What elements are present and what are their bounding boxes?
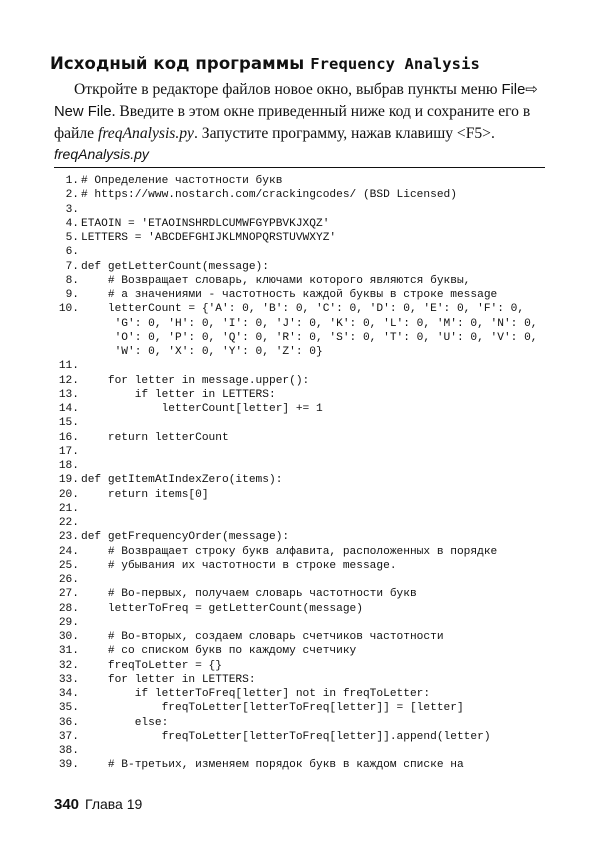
line-code: freqToLetter[letterToFreq[letter]] = [letter] [81,702,464,715]
code-line [54,416,554,430]
line-number: 28. [58,602,79,615]
intro-text-2: . Введите в этом окне приведенный ниже код и сохраните его в файле [54,103,531,142]
code-line [54,730,554,744]
line-number: 20. [58,488,79,501]
line-number: 8. [65,274,79,287]
line-code: # убывания их частотности в строке message. [81,559,397,572]
line-number: 2. [65,189,79,202]
code-line [54,630,554,644]
line-number: 22. [58,517,79,529]
page-number: 340 [54,796,80,813]
line-number: 15. [58,417,79,430]
line-number: 16. [58,431,79,444]
heading-program-name: Frequency Analysis [310,55,480,73]
line-code: if letter in LETTERS: [81,388,276,401]
line-number: 39. [58,759,79,772]
line-number: 35. [58,702,79,715]
line-number: 37. [58,730,79,743]
line-number: 7. [65,260,79,273]
code-line [54,473,554,487]
chapter-label: Глава 19 [85,796,143,812]
line-number: 13. [58,388,79,401]
line-code: # Возвращает словарь, ключами которого являются буквы, [81,274,471,287]
line-number: 38. [58,745,79,757]
code-listing [54,174,554,773]
line-code: letterCount = {'A': 0, 'B': 0, 'C': 0, 'D': 0, 'E': 0, 'F': 0, [81,303,525,316]
line-code: 'G': 0, 'H': 0, 'I': 0, 'J': 0, 'K': 0, 'L': 0, 'M': 0, 'N': 0, [81,317,538,330]
line-code: 'O': 0, 'P': 0, 'Q': 0, 'R': 0, 'S': 0, 'T': 0, 'U': 0, 'V': 0, [81,331,538,344]
code-line [54,445,554,459]
line-number: 25. [58,559,79,572]
code-line [54,402,554,416]
line-code: # а значениями - частотность каждой буквы в строке message [81,289,498,301]
code-line [54,288,554,302]
code-line [54,659,554,673]
line-code: # В-третьих, изменяем порядок букв в каждом списке на [81,759,464,772]
code-line [54,302,554,316]
line-code: # https://www.nostarch.com/crackingcodes/ (BSD Licensed) [81,189,457,202]
code-line [54,744,554,758]
line-number: 30. [58,631,79,643]
line-number: 11. [58,360,79,373]
code-line [54,687,554,701]
code-line [54,516,554,530]
code-line [54,260,554,274]
line-number: 23. [58,531,79,544]
line-number: 5. [65,232,79,244]
line-number: 29. [58,616,79,629]
intro-paragraph [54,79,554,144]
intro-menu-path: File⇨ New File [54,82,538,120]
line-number: 9. [65,289,79,301]
line-code: def getFrequencyOrder(message): [81,531,290,544]
line-code: letterToFreq = getLetterCount(message) [81,602,363,615]
code-line [54,716,554,730]
code-line [54,530,554,544]
intro-text-1: Откройте в редакторе файлов новое окно, выбрав пункты меню [74,81,502,98]
code-line [54,602,554,616]
line-code: # Возвращает строку букв алфавита, расположенных в порядке [81,545,498,558]
line-number: 24. [58,545,79,558]
line-number: 36. [58,716,79,729]
code-line [54,217,554,231]
code-line [54,274,554,288]
code-line [54,644,554,658]
code-line [54,587,554,601]
code-line [54,331,554,345]
code-line [54,174,554,188]
line-code: def getItemAtIndexZero(items): [81,474,283,487]
line-code: # Во-первых, получаем словарь частотности букв [81,588,417,601]
line-code: # Определение частотности букв [81,175,283,187]
line-number: 26. [58,574,79,586]
line-number: 33. [58,673,79,686]
line-code: ETAOIN = 'ETAOINSHRDLCUMWFGYPBVKJXQZ' [81,217,330,230]
code-line [54,188,554,202]
line-number: 19. [58,474,79,487]
code-line [54,673,554,687]
code-line [54,231,554,245]
heading-prefix: Исходный код программы [50,54,311,73]
line-number: 4. [65,217,79,230]
code-line [54,388,554,402]
line-code: freqToLetter = {} [81,659,222,672]
line-number: 31. [58,645,79,658]
line-code: letterCount[letter] += 1 [81,403,323,415]
code-line [54,431,554,445]
code-line [54,701,554,715]
line-number: 12. [58,374,79,387]
code-line [54,758,554,772]
code-line [54,488,554,502]
code-line [54,459,554,473]
code-line [54,559,554,573]
line-number: 34. [58,688,79,700]
code-line [54,359,554,373]
code-line [54,374,554,388]
line-code: return items[0] [81,488,209,501]
line-number: 18. [58,460,79,472]
line-code: LETTERS = 'ABCDEFGHIJKLMNOPQRSTUVWXYZ' [81,232,337,244]
listing-divider [54,167,545,168]
line-number: 1. [65,175,79,187]
listing-filename: freqAnalysis.py [54,146,149,162]
line-number: 3. [65,203,79,216]
line-number: 32. [58,659,79,672]
intro-file-name: freqAnalysis.py [97,125,194,142]
line-code: freqToLetter[letterToFreq[letter]].append(letter) [81,730,491,743]
intro-text-3: . Запустите программу, нажав клавишу <F5>. [193,125,495,142]
line-code: # Во-вторых, создаем словарь счетчиков частотности [81,631,444,643]
line-number: 10. [58,303,79,316]
line-code: # со списком букв по каждому счетчику [81,645,357,658]
code-line [54,502,554,516]
line-code: 'W': 0, 'X': 0, 'Y': 0, 'Z': 0} [81,346,323,358]
line-number: 17. [58,445,79,458]
line-number: 21. [58,502,79,515]
line-number: 14. [58,403,79,415]
line-code: for letter in LETTERS: [81,673,256,686]
line-number: 6. [65,246,79,259]
code-line [54,545,554,559]
page-footer [54,796,142,813]
line-code: return letterCount [81,431,229,444]
code-line [54,245,554,259]
code-line [54,573,554,587]
code-line [54,616,554,630]
line-code: for letter in message.upper(): [81,374,310,387]
line-code: else: [81,716,169,729]
code-line [54,317,554,331]
line-code: if letterToFreq[letter] not in freqToLetter: [81,688,431,700]
code-line [54,345,554,359]
line-code: def getLetterCount(message): [81,260,269,273]
section-heading [50,54,560,73]
line-number: 27. [58,588,79,601]
code-line [54,203,554,217]
